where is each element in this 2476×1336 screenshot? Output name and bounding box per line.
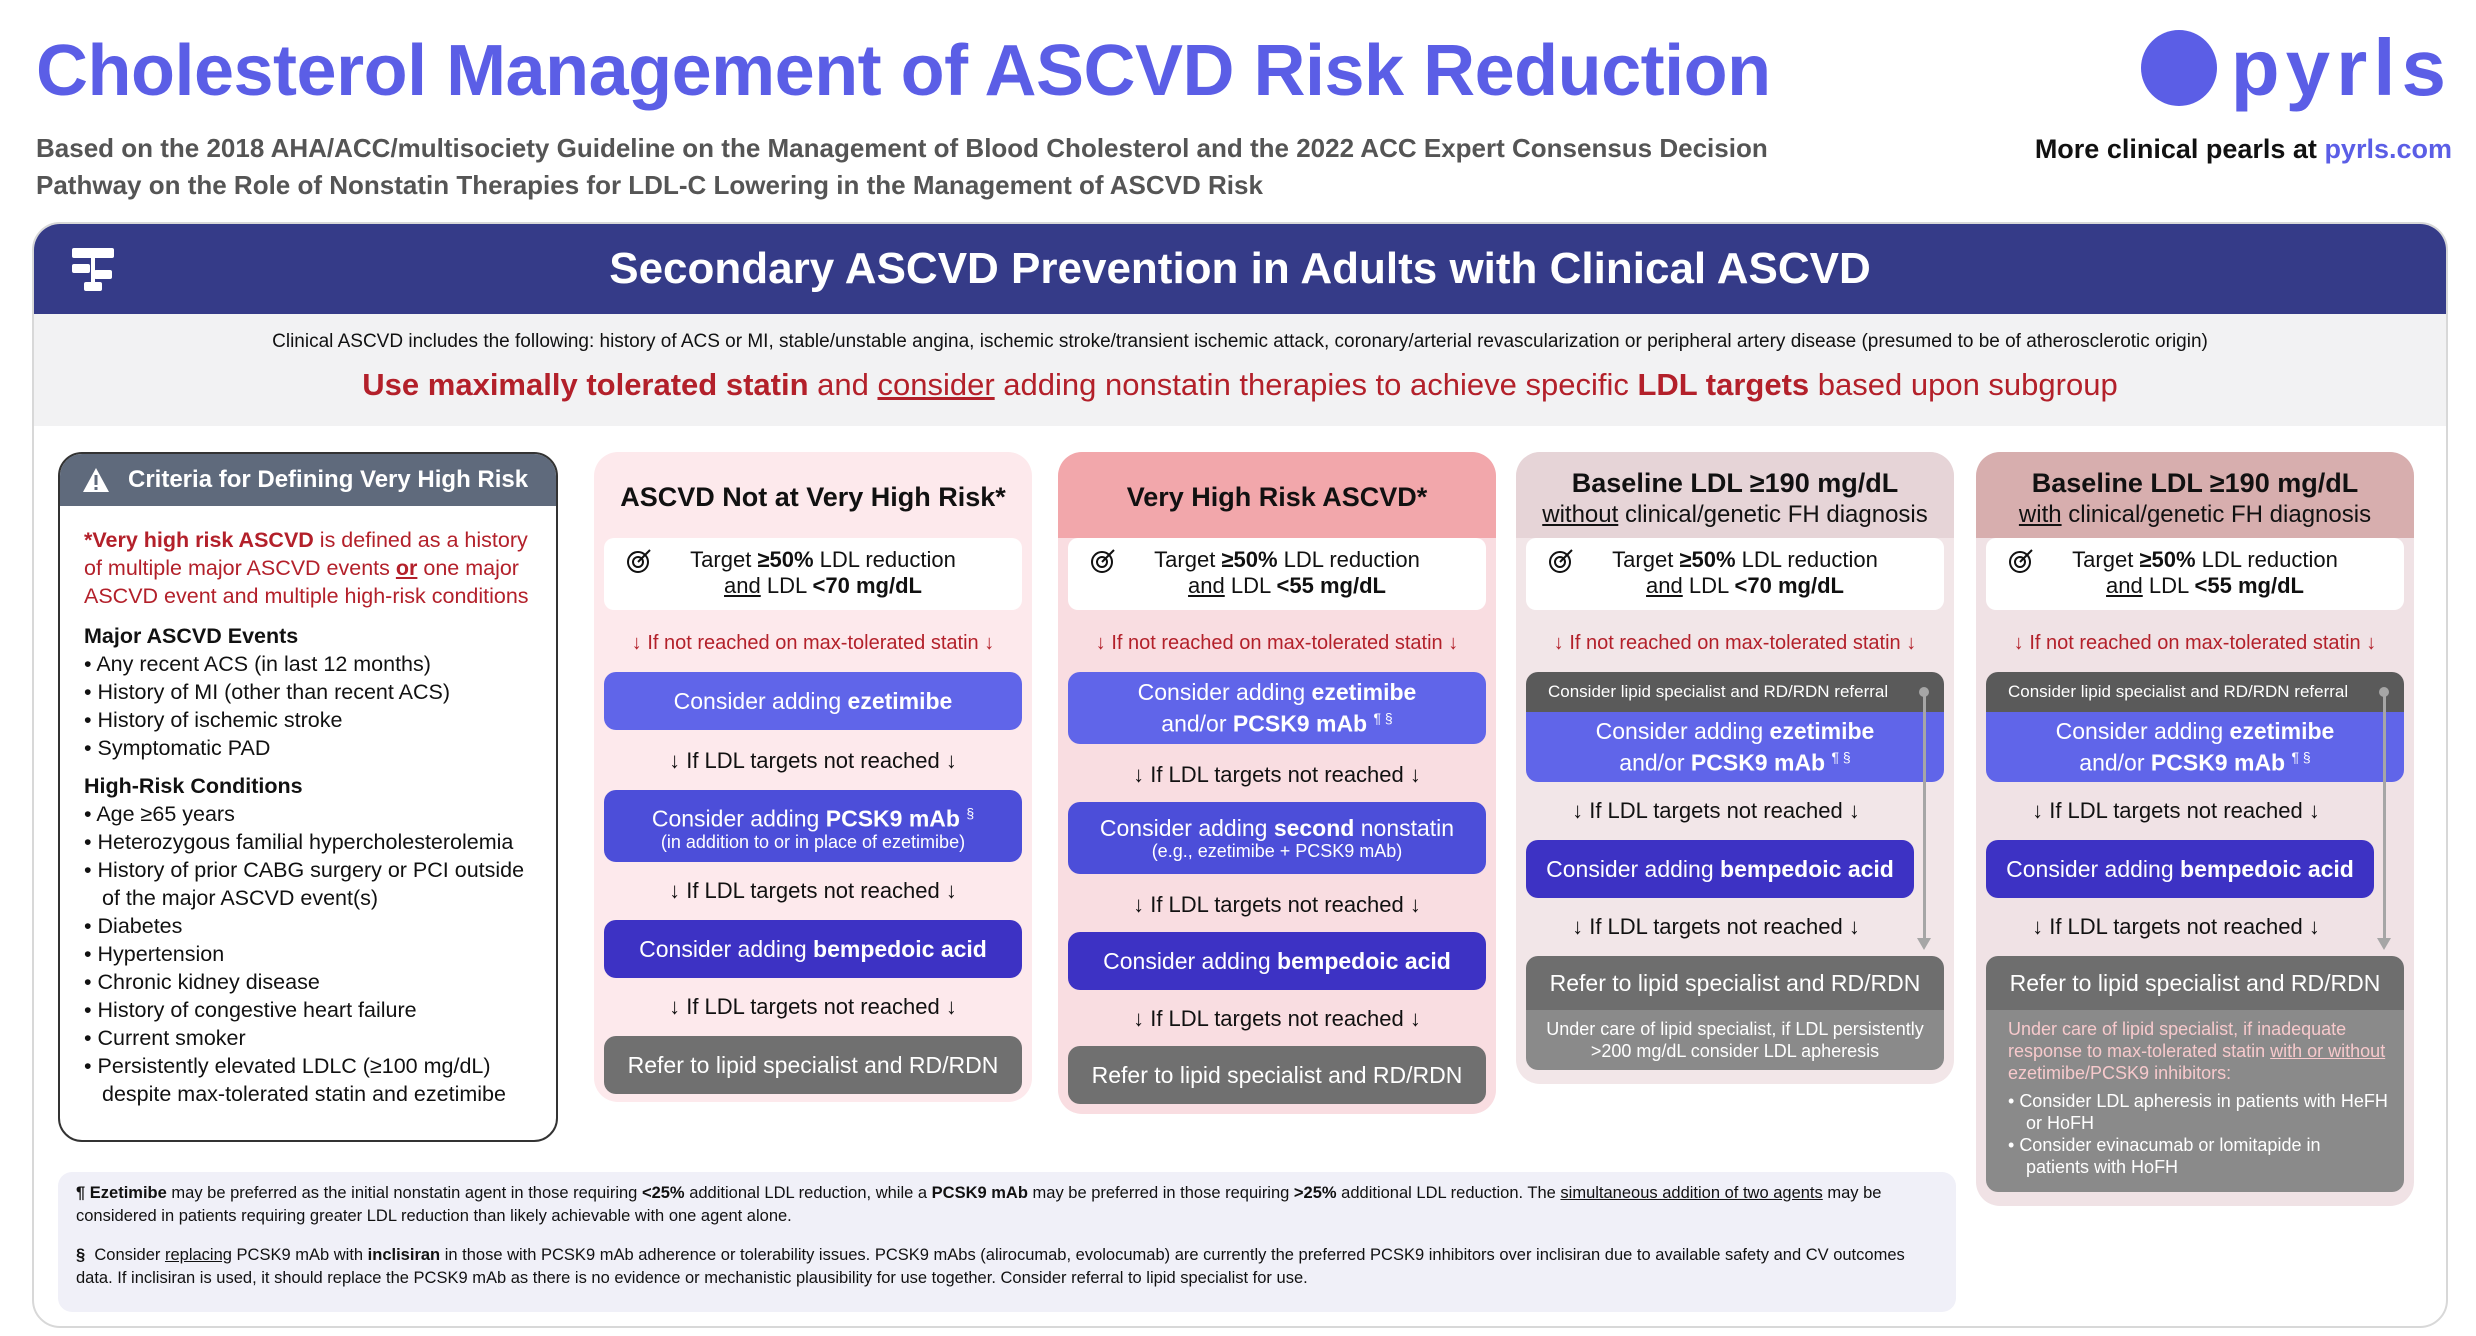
target-ldl: LDL — [2142, 573, 2195, 598]
box-andor: and/or — [1619, 749, 1691, 776]
box-text: Consider adding — [1099, 815, 1274, 841]
fn-underlined: replacing — [164, 1246, 232, 1264]
target-mid: LDL reduction — [1277, 547, 1420, 572]
consider-ezetimibe-pcsk9-box — [1068, 672, 1486, 744]
target-value: <55 mg/dL — [2194, 573, 2304, 598]
major-events-heading: Major ASCVD Events — [84, 624, 299, 648]
column-title: ASCVD Not at Very High Risk* — [620, 482, 1006, 512]
fn-text: may be considered in patients requiring greater LDL reduction than likely achievable with one agent alone. — [76, 1184, 1882, 1225]
subtitle-rest: clinical/genetic FH diagnosis — [1618, 501, 1928, 528]
drug-pcsk9: PCSK9 mAb — [1690, 749, 1826, 776]
list-item: • History of congestive heart failure — [84, 996, 534, 1024]
target-value: <70 mg/dL — [1734, 573, 1844, 598]
column-subtitle — [1976, 501, 2414, 529]
refer-specialist-box — [1068, 1046, 1486, 1104]
fn-text: may be preferred as the initial nonstatin agent in those requiring — [166, 1184, 642, 1202]
list-item: • Current smoker — [84, 1024, 534, 1052]
target-and: and — [1188, 573, 1225, 598]
fn-bold: inclisiran — [367, 1246, 441, 1264]
box-text: Consider adding — [1103, 948, 1278, 974]
consider-bempedoic-box — [1068, 932, 1486, 990]
target-value: <70 mg/dL — [812, 573, 922, 598]
if-ldl-not-reached: ↓ If LDL targets not reached ↓ — [1572, 798, 1860, 823]
target-icon — [1090, 548, 1116, 574]
box-text: Consider adding — [673, 688, 848, 714]
drug-bempedoic: bempedoic acid — [813, 936, 987, 962]
statin-ldl-targets: LDL targets — [1637, 367, 1810, 402]
box-andor: and/or — [1161, 710, 1233, 737]
very-high-risk-definition — [84, 526, 534, 610]
target-pre: Target — [1154, 547, 1222, 572]
target-icon — [626, 548, 652, 574]
fn-bold: Ezetimibe — [89, 1184, 167, 1202]
list-item: • Any recent ACS (in last 12 months) — [84, 650, 534, 678]
column-ldl190-with-fh — [1976, 452, 2414, 1206]
warning-icon — [82, 467, 110, 493]
if-not-reached-statin: ↓ If not reached on max-tolerated statin ↓ — [2013, 632, 2377, 654]
if-ldl-not-reached: ↓ If LDL targets not reached ↓ — [1133, 892, 1421, 917]
drug-ezetimibe: ezetimibe — [2229, 718, 2335, 745]
ldl-target — [604, 538, 1022, 610]
fn-text: PCSK9 mAb with — [231, 1246, 368, 1264]
target-icon — [2008, 548, 2034, 574]
statin-consider: consider — [877, 367, 995, 402]
target-mid: LDL reduction — [1735, 547, 1878, 572]
box-text: Refer to lipid specialist and RD/RDN — [2009, 970, 2381, 996]
footnote-inclisiran — [76, 1244, 1916, 1290]
subtitle-underlined: with — [2018, 501, 2062, 528]
if-ldl-not-reached: ↓ If LDL targets not reached ↓ — [669, 878, 957, 903]
target-ldl: LDL — [1224, 573, 1277, 598]
column-title: Baseline LDL ≥190 mg/dL — [2031, 468, 2359, 498]
fn-text: in those with PCSK9 mAb adherence or tolerability issues. PCSK9 mAbs (alirocumab, evolocumab) are currently the preferred PCSK9 inhibitors over inclisiran due to available safety and CV outcomes data. If inclisiran is used, it should replace the PCSK9 mAb as there is no evidence or mechanistic plausibility for use together. Consider referral to lipid specialist for use. — [76, 1246, 1905, 1287]
refer-specialist-box — [604, 1036, 1022, 1094]
statin-mid: adding nonstatin therapies to achieve specific — [994, 367, 1638, 402]
drug-ezetimibe: ezetimibe — [1769, 718, 1875, 745]
footnote-mark: ¶ — [76, 1184, 86, 1202]
box-subtext: (e.g., ezetimibe + PCSK9 mAb) — [1151, 841, 1403, 861]
target-and: and — [2106, 573, 2143, 598]
referral-header: Consider lipid specialist and RD/RDN referral — [1526, 672, 1944, 712]
box-text: Consider adding — [1137, 679, 1312, 706]
column-header — [1516, 452, 1954, 538]
fh-note-bullets — [2008, 1090, 2388, 1178]
fn-text: may be preferred in those requiring — [1027, 1184, 1294, 1202]
column-header — [1976, 452, 2414, 538]
box-text: Consider adding — [1546, 856, 1721, 882]
footnote-mark: ¶ § — [1373, 710, 1393, 727]
if-ldl-not-reached: ↓ If LDL targets not reached ↓ — [669, 994, 957, 1019]
list-item: • History of prior CABG surgery or PCI outside of the major ASCVD event(s) — [84, 856, 534, 912]
consider-second-nonstatin-box — [1068, 802, 1486, 874]
box-text: Consider adding — [639, 936, 814, 962]
banner — [34, 224, 2446, 314]
footnote-mark: § — [76, 1246, 86, 1264]
drug-bempedoic: bempedoic acid — [2180, 856, 2354, 882]
box-subtext: (in addition to or in place of ezetimibe) — [660, 831, 966, 852]
list-item: • Consider LDL apheresis in patients with HeFH or HoFH — [2008, 1090, 2388, 1134]
clinical-ascvd-definition: Clinical ASCVD includes the following: history of ACS or MI, stable/unstable angina, ischemic stroke/transient ischemic attack, coronary/arterial revascularization or peripheral artery disease (presumed to be of atherosclerotic origin) — [272, 331, 2208, 352]
if-ldl-not-reached: ↓ If LDL targets not reached ↓ — [2032, 914, 2320, 939]
fh-note-intro — [2008, 1018, 2388, 1084]
consider-pcsk9-box — [604, 790, 1022, 862]
consider-bempedoic-box — [1986, 840, 2374, 898]
box-text: Consider adding — [2006, 856, 2181, 882]
fn-text: Consider — [94, 1246, 165, 1264]
list-item: • Diabetes — [84, 912, 534, 940]
fh-note-pre: Under care of lipid specialist, if inadequate response to max-tolerated statin — [2008, 1019, 2347, 1061]
box-text: Refer to lipid specialist and RD/RDN — [1091, 1062, 1463, 1088]
def-bold: *Very high risk ASCVD — [84, 528, 314, 552]
column-title: Very High Risk ASCVD* — [1058, 452, 1496, 538]
fh-specialist-note — [1986, 1010, 2404, 1192]
target-pre: Target — [1612, 547, 1680, 572]
connector-line — [1923, 692, 1926, 940]
high-risk-list — [84, 800, 534, 1108]
fn-text: additional LDL reduction. The — [1336, 1184, 1561, 1202]
box-text: Consider adding — [2055, 718, 2230, 745]
ldl-target — [1068, 538, 1486, 610]
list-item: • Consider evinacumab or lomitapide in patients with HoFH — [2008, 1134, 2388, 1178]
second-post: nonstatin — [1354, 815, 1455, 841]
if-not-reached-statin: ↓ If not reached on max-tolerated statin ↓ — [1553, 632, 1917, 654]
fn-bold: <25% — [641, 1184, 685, 1202]
banner-title: Secondary ASCVD Prevention in Adults with Clinical ASCVD — [609, 244, 1871, 293]
fn-underlined: simultaneous addition of two agents — [1560, 1184, 1823, 1202]
box-text: Consider adding — [1595, 718, 1770, 745]
target-ldl: LDL — [1682, 573, 1735, 598]
subtitle-underlined: without — [1542, 501, 1619, 528]
box-text: Consider adding — [651, 805, 826, 832]
def-text-1: is defined as a history of multiple major ASCVD events — [84, 528, 528, 580]
def-or: or — [395, 556, 418, 580]
drug-bempedoic: bempedoic acid — [1720, 856, 1894, 882]
statin-and: and — [808, 367, 878, 402]
if-ldl-not-reached: ↓ If LDL targets not reached ↓ — [669, 748, 957, 773]
footnote-ezetimibe — [76, 1182, 1916, 1228]
statin-end: based upon subgroup — [1809, 367, 2118, 402]
target-pct: ≥50% — [757, 547, 814, 572]
list-item: • Persistently elevated LDLC (≥100 mg/dL) despite max-tolerated statin and ezetimibe — [84, 1052, 534, 1108]
target-pct: ≥50% — [1679, 547, 1736, 572]
brand-circle-icon — [2141, 30, 2217, 106]
connector-arrowhead — [2377, 938, 2391, 950]
box-text: Refer to lipid specialist and RD/RDN — [1549, 970, 1921, 996]
fn-text: additional LDL reduction, while a — [684, 1184, 932, 1202]
if-ldl-not-reached: ↓ If LDL targets not reached ↓ — [1133, 1006, 1421, 1031]
if-ldl-not-reached: ↓ If LDL targets not reached ↓ — [1572, 914, 1860, 939]
if-ldl-not-reached: ↓ If LDL targets not reached ↓ — [2032, 798, 2320, 823]
fh-note-underlined: with or without — [2270, 1041, 2386, 1061]
column-not-very-high-risk — [594, 452, 1032, 1102]
footnote-mark: ¶ § — [1831, 749, 1851, 766]
list-item: • History of ischemic stroke — [84, 706, 534, 734]
consider-ezetimibe-pcsk9-box — [1526, 712, 1944, 782]
column-very-high-risk — [1058, 452, 1496, 1114]
column-subtitle — [1516, 501, 1954, 529]
drug-pcsk9: PCSK9 mAb — [825, 805, 960, 832]
consider-ezetimibe-pcsk9-box — [1986, 712, 2404, 782]
statin-band — [34, 314, 2446, 426]
criteria-title: Criteria for Defining Very High Risk — [128, 466, 529, 493]
list-item: • Heterozygous familial hypercholesterolemia — [84, 828, 534, 856]
box-andor: and/or — [2079, 749, 2151, 776]
pearls-line — [2035, 134, 2452, 165]
criteria-box — [58, 452, 558, 1142]
major-events-list — [84, 650, 534, 762]
second-bold: second — [1273, 815, 1355, 841]
brand-name: pyrls — [2230, 23, 2452, 112]
subtitle-line-1: Based on the 2018 AHA/ACC/multisociety Guideline on the Management of Blood Cholesterol and the 2022 ACC Expert Consensus Decision — [36, 133, 1768, 163]
box-text: Refer to lipid specialist and RD/RDN — [627, 1052, 999, 1078]
criteria-body — [60, 506, 556, 1108]
footnote-mark: § — [966, 805, 975, 822]
subtitle-rest: clinical/genetic FH diagnosis — [2061, 501, 2372, 528]
high-risk-heading: High-Risk Conditions — [84, 774, 303, 798]
target-pct: ≥50% — [2139, 547, 2196, 572]
list-item: • Hypertension — [84, 940, 534, 968]
pearls-link[interactable]: pyrls.com — [2324, 134, 2452, 164]
list-item: • Symptomatic PAD — [84, 734, 534, 762]
drug-pcsk9: PCSK9 mAb — [1232, 710, 1368, 737]
if-not-reached-statin: ↓ If not reached on max-tolerated statin ↓ — [1095, 632, 1459, 654]
target-and: and — [1646, 573, 1683, 598]
flowchart-icon — [70, 246, 116, 292]
footnotes — [58, 1172, 1956, 1312]
drug-ezetimibe: ezetimibe — [847, 688, 953, 714]
target-value: <55 mg/dL — [1276, 573, 1386, 598]
if-ldl-not-reached: ↓ If LDL targets not reached ↓ — [1133, 762, 1421, 787]
page-subtitle — [36, 130, 1776, 204]
list-item: • History of MI (other than recent ACS) — [84, 678, 534, 706]
referral-header: Consider lipid specialist and RD/RDN referral — [1986, 672, 2404, 712]
column-ldl190-without-fh — [1516, 452, 1954, 1084]
ldl-target — [1986, 538, 2404, 610]
drug-bempedoic: bempedoic acid — [1277, 948, 1451, 974]
refer-specialist-box — [1526, 956, 1944, 1010]
drug-ezetimibe: ezetimibe — [1311, 679, 1417, 706]
fh-note-post: ezetimibe/PCSK9 inhibitors: — [2008, 1063, 2232, 1083]
target-and: and — [724, 573, 761, 598]
drug-pcsk9: PCSK9 mAb — [2150, 749, 2286, 776]
target-mid: LDL reduction — [813, 547, 956, 572]
connector-line — [2383, 692, 2386, 940]
target-pct: ≥50% — [1221, 547, 1278, 572]
pearls-prefix: More clinical pearls at — [2034, 134, 2325, 164]
column-title: Baseline LDL ≥190 mg/dL — [1571, 468, 1899, 498]
fn-bold: PCSK9 mAb — [931, 1184, 1028, 1202]
target-mid: LDL reduction — [2195, 547, 2338, 572]
brand-logo[interactable] — [2141, 23, 2452, 112]
list-item: • Age ≥65 years — [84, 800, 534, 828]
page-title: Cholesterol Management of ASCVD Risk Reduction — [36, 31, 1771, 111]
if-not-reached-statin: ↓ If not reached on max-tolerated statin ↓ — [631, 632, 995, 654]
def-text-2: one major ASCVD event and multiple high-risk conditions — [84, 556, 529, 608]
fn-bold: >25% — [1293, 1184, 1337, 1202]
subtitle-line-2: Pathway on the Role of Nonstatin Therapies for LDL-C Lowering in the Management of ASCVD Risk — [36, 170, 1263, 200]
target-pre: Target — [2072, 547, 2140, 572]
target-icon — [1548, 548, 1574, 574]
consider-bempedoic-box — [604, 920, 1022, 978]
statin-bold: Use maximally tolerated statin — [362, 367, 809, 402]
footnote-mark: ¶ § — [2291, 749, 2311, 766]
connector-arrowhead — [1917, 938, 1931, 950]
ldl-target — [1526, 538, 1944, 610]
target-pre: Target — [690, 547, 758, 572]
target-ldl: LDL — [760, 573, 813, 598]
refer-specialist-box — [1986, 956, 2404, 1010]
list-item: • Chronic kidney disease — [84, 968, 534, 996]
statin-statement — [34, 367, 2446, 403]
consider-bempedoic-box — [1526, 840, 1914, 898]
apheresis-note: Under care of lipid specialist, if LDL persistently >200 mg/dL consider LDL apheresis — [1526, 1010, 1944, 1070]
criteria-header — [60, 454, 556, 506]
consider-ezetimibe-box — [604, 672, 1022, 730]
